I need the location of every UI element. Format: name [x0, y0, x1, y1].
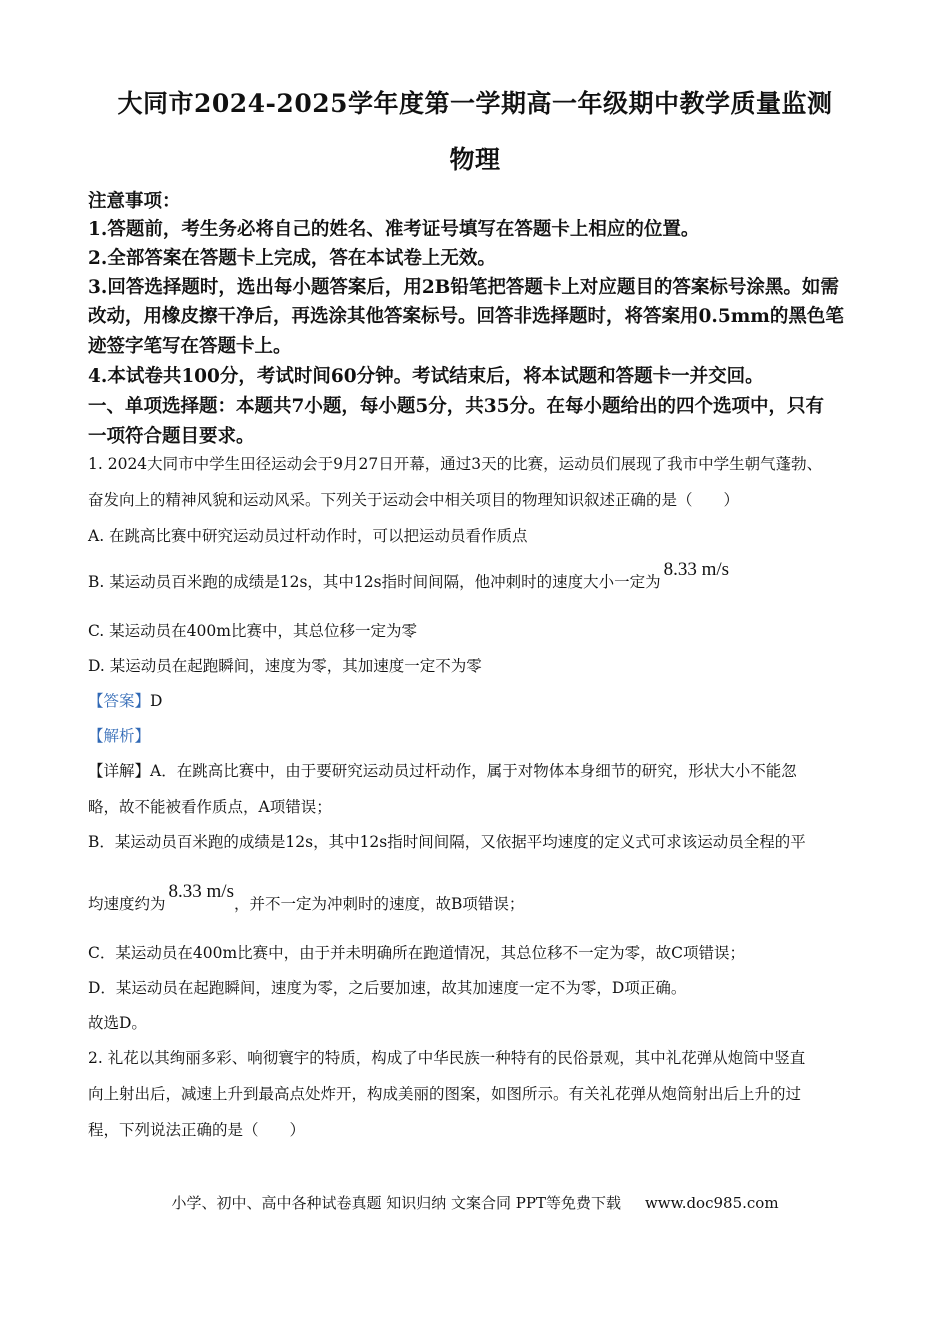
detail-a-cont: 略，故不能被看作质点，A项错误； [88, 798, 332, 816]
q1-option-b [88, 559, 730, 593]
notice-item: 2.全部答案在答题卡上完成，答在本试卷上无效。 [88, 248, 496, 269]
detail-b-post: ，并不一定为冲刺时的速度，故B项错误； [233, 895, 525, 913]
footer-site-link[interactable]: www.doc985.com [644, 1194, 779, 1212]
notice-item: 3.回答选择题时，选出每小题答案后，用2B铅笔把答题卡上对应题目的答案标号涂黑。如需 [88, 277, 839, 298]
q1-option-c: C. 某运动员在400m比赛中，其总位移一定为零 [88, 622, 417, 640]
detail-a-text: A．在跳高比赛中，由于要研究运动员过杆动作，属于对物体本身细节的研究，形状大小不能忽 [150, 762, 797, 780]
detail-b-pre: 均速度约为 [88, 895, 166, 913]
q1-answer [88, 689, 162, 711]
q2-stem: 2. 礼花以其绚丽多彩、响彻寰宇的特质，构成了中华民族一种特有的民俗景观，其中礼花弹从炮筒中竖直 [88, 1049, 806, 1067]
conclusion: 故选D。 [88, 1014, 147, 1032]
detail-c: C．某运动员在400m比赛中，由于并未明确所在跑道情况，其总位移不一定为零，故C项错误； [88, 944, 746, 962]
section-heading: 一、单项选择题：本题共7小题，每小题5分，共35分。在每小题给出的四个选项中，只有 [88, 396, 824, 417]
detail-d: D．某运动员在起跑瞬间，速度为零，之后要加速，故其加速度一定不为零，D项正确。 [88, 979, 687, 997]
notice-item: 改动，用橡皮擦干净后，再选涂其他答案标号。回答非选择题时，将答案用0.5mm的黑色笔 [88, 306, 844, 327]
detail-a [88, 759, 797, 781]
detail-b-math: 8.33 m/s [168, 881, 234, 902]
footer-text: 小学、初中、高中各种试卷真题 知识归纳 文案合同 PPT等免费下载 [171, 1194, 621, 1212]
detail-b-cont [88, 881, 525, 915]
exam-title: 大同市2024-2025学年度第一学期高一年级期中教学质量监测 [117, 89, 833, 118]
answer-value: D [150, 692, 163, 710]
section-heading-cont: 一项符合题目要求。 [88, 426, 255, 447]
q1-option-d: D. 某运动员在起跑瞬间，速度为零，其加速度一定不为零 [88, 657, 482, 675]
notice-item: 4.本试卷共100分，考试时间60分钟。考试结束后，将本试题和答题卡一并交回。 [88, 366, 764, 387]
q1-option-b-math: 8.33 m/s [663, 559, 730, 580]
q1-option-b-text: B. 某运动员百米跑的成绩是12s，其中12s指时间间隔，他冲刺时的速度大小一定为 [88, 573, 661, 591]
answer-tag: 【答案】 [88, 692, 151, 710]
subject-title: 物理 [449, 145, 501, 174]
notice-item: 迹签字笔写在答题卡上。 [88, 336, 292, 357]
notice-item: 1.答题前，考生务必将自己的姓名、准考证号填写在答题卡上相应的位置。 [88, 219, 700, 240]
analysis-tag: 【解析】 [88, 727, 151, 745]
q1-stem-cont: 奋发向上的精神风貌和运动风采。下列关于运动会中相关项目的物理知识叙述正确的是（ ） [88, 491, 740, 509]
q1-option-a: A. 在跳高比赛中研究运动员过杆动作时，可以把运动员看作质点 [88, 527, 528, 545]
notice-heading: 注意事项： [88, 191, 181, 212]
detail-b: B．某运动员百米跑的成绩是12s，其中12s指时间间隔，又依据平均速度的定义式可求该运动员全程的平 [88, 833, 806, 851]
q2-stem-cont2: 程，下列说法正确的是（ ） [88, 1121, 306, 1139]
q1-stem: 1. 2024大同市中学生田径运动会于9月27日开幕，通过3天的比赛，运动员们展现了我市中学生朝气蓬勃、 [88, 455, 823, 473]
page-footer [0, 1192, 950, 1213]
q2-stem-cont: 向上射出后，减速上升到最高点处炸开，构成美丽的图案，如图所示。有关礼花弹从炮筒射出后上升的过 [88, 1085, 802, 1103]
detail-tag: 【详解】 [88, 762, 151, 780]
